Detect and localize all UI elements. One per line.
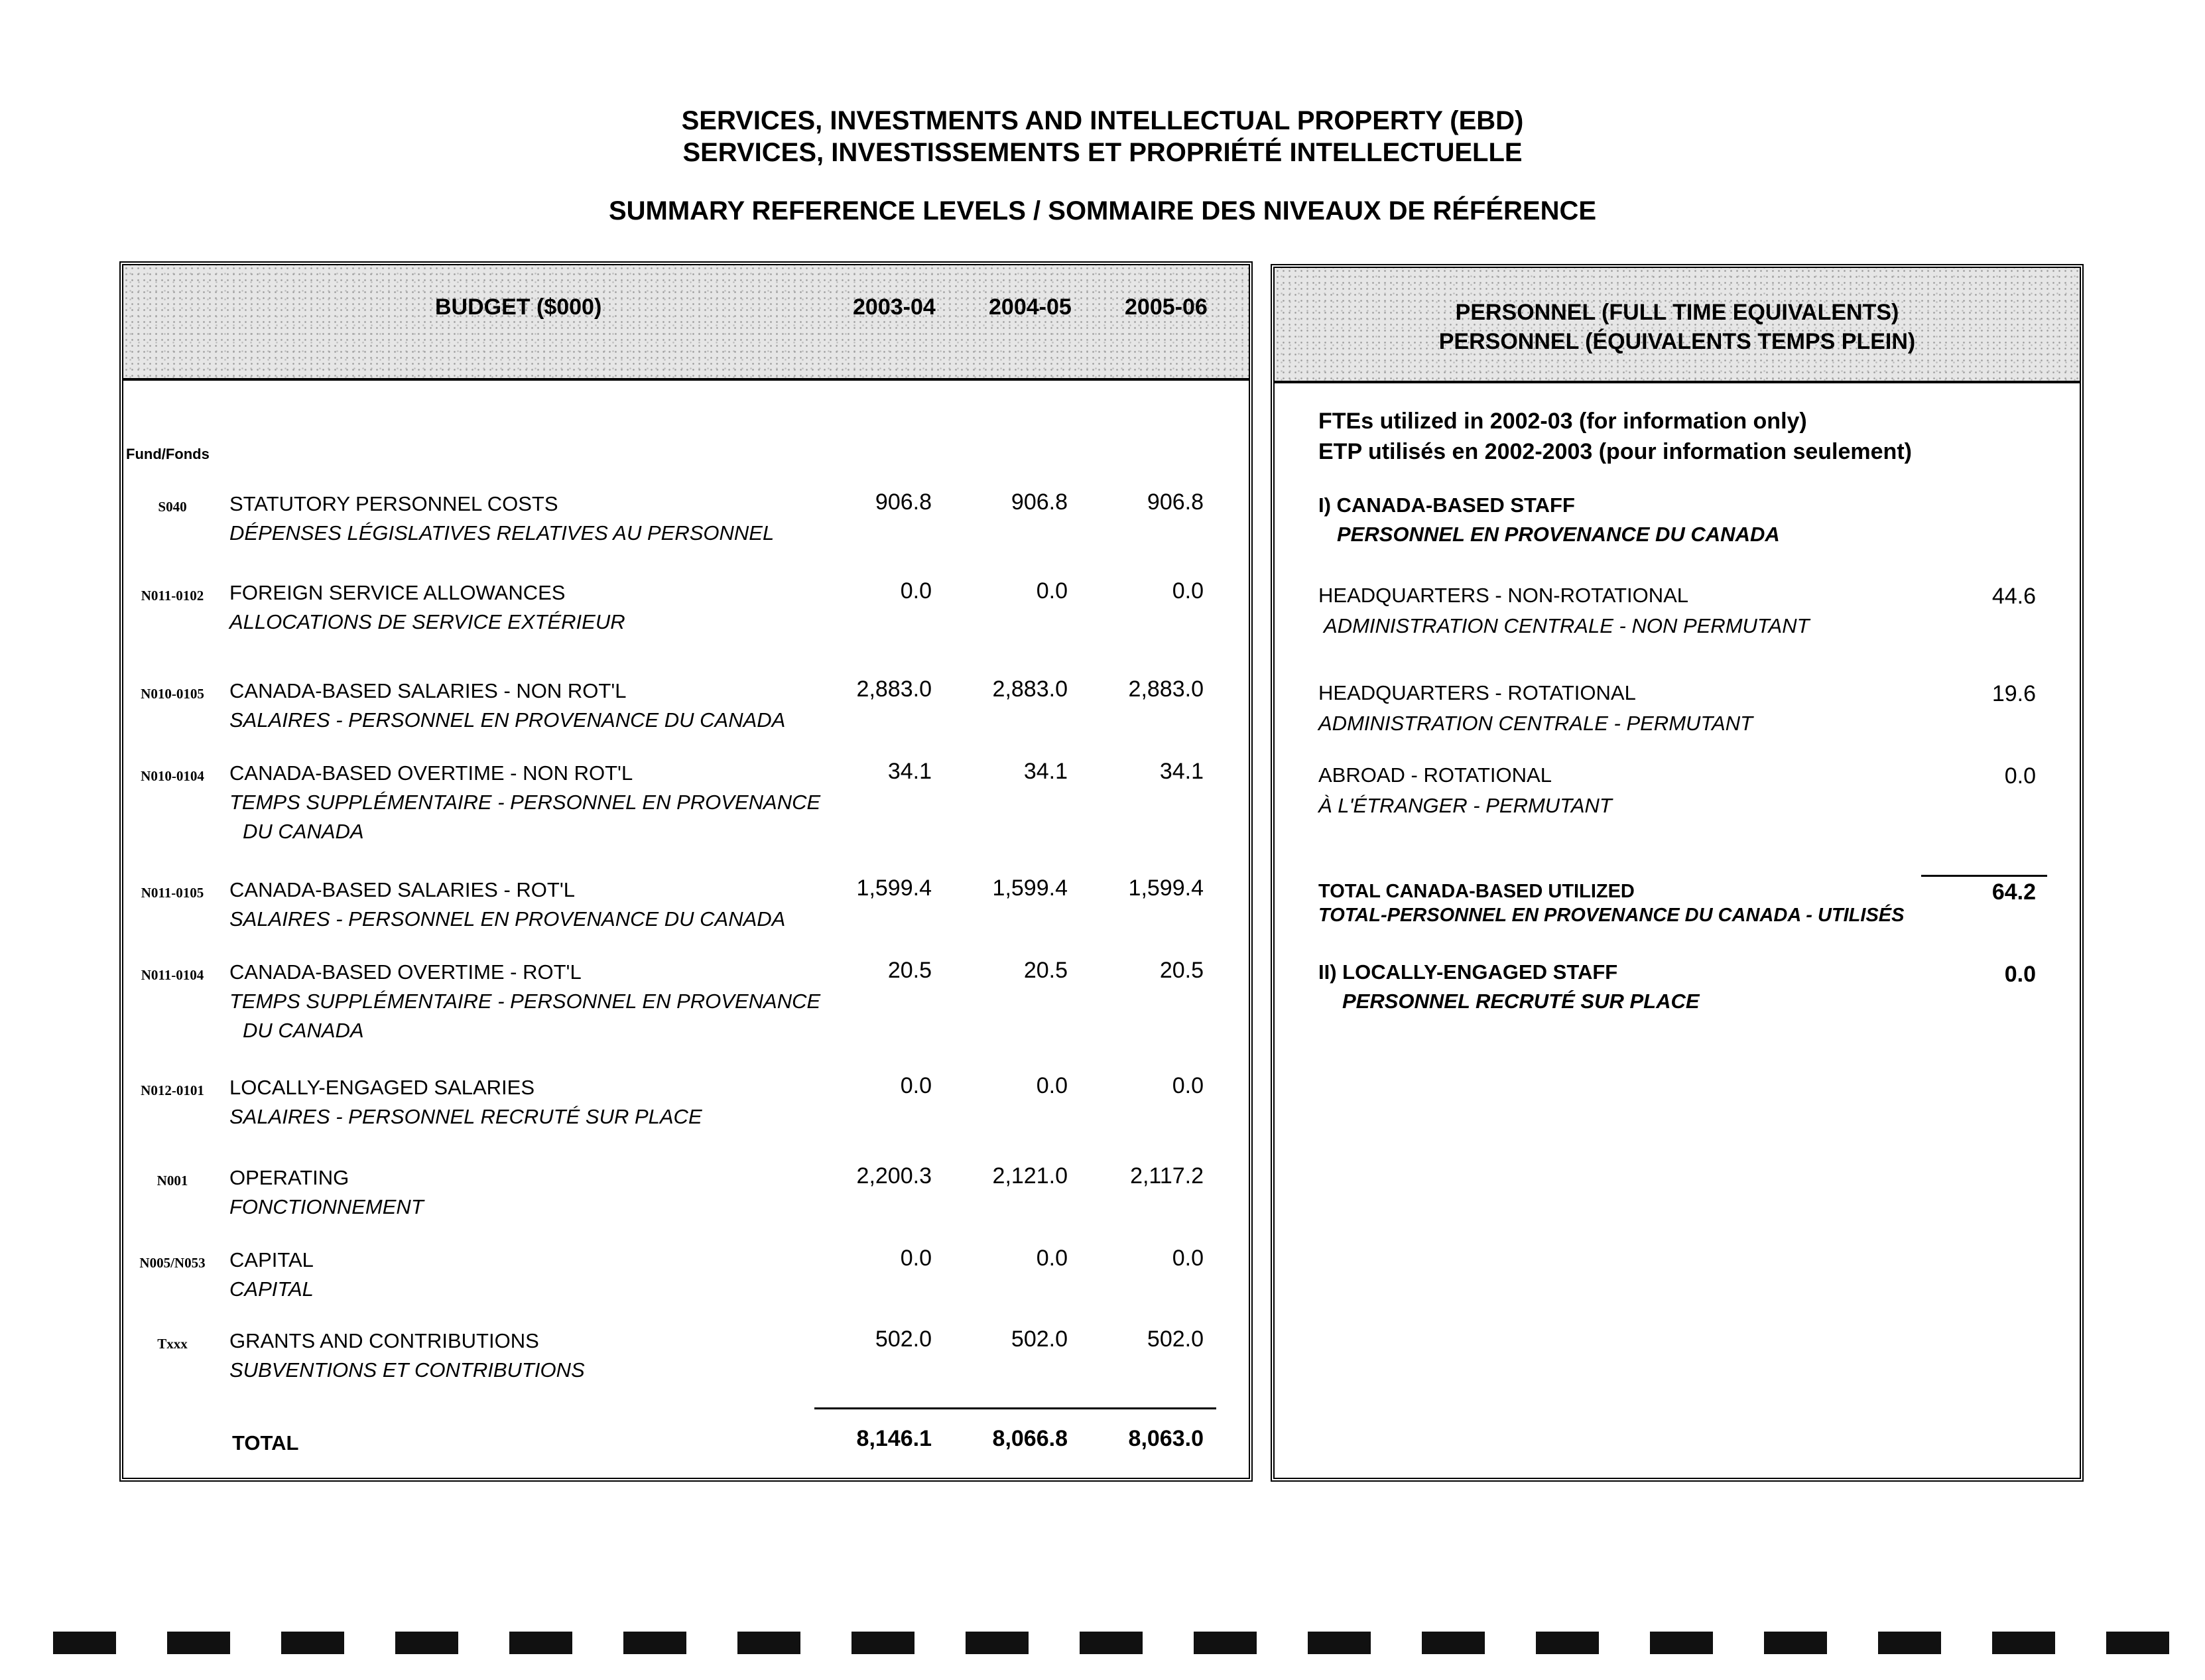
fte-item-label-fr: À L'ÉTRANGER - PERMUTANT bbox=[1318, 794, 1612, 817]
line-item-label-fr-cont: DU CANADA bbox=[243, 1019, 364, 1042]
value-2003-04: 502.0 bbox=[875, 1326, 932, 1352]
section-locally-engaged-fr: PERSONNEL RECRUTÉ SUR PLACE bbox=[1342, 990, 1700, 1013]
scan-mark bbox=[2106, 1632, 2169, 1654]
total-2003-04: 8,146.1 bbox=[856, 1426, 932, 1451]
line-item-label-fr: SUBVENTIONS ET CONTRIBUTIONS bbox=[229, 1358, 585, 1382]
fte-item-label: HEADQUARTERS - ROTATIONAL bbox=[1318, 681, 1636, 704]
scan-mark bbox=[966, 1632, 1029, 1654]
line-item-label-fr: CAPITAL bbox=[229, 1277, 314, 1301]
value-2004-05: 2,883.0 bbox=[992, 677, 1068, 702]
scan-mark bbox=[509, 1632, 572, 1654]
value-2005-06: 0.0 bbox=[1172, 578, 1204, 604]
value-2005-06: 502.0 bbox=[1147, 1326, 1204, 1352]
line-item-label: CAPITAL bbox=[229, 1248, 314, 1271]
scan-mark bbox=[167, 1632, 230, 1654]
ftes-note-fr: ETP utilisés en 2002-2003 (pour information seulement) bbox=[1318, 439, 1912, 464]
value-2003-04: 0.0 bbox=[900, 578, 932, 604]
fte-total-label: TOTAL CANADA-BASED UTILIZED bbox=[1318, 881, 1635, 902]
value-2005-06: 20.5 bbox=[1159, 958, 1204, 983]
line-item-label-fr: FONCTIONNEMENT bbox=[229, 1195, 424, 1218]
year-header-2: 2004-05 bbox=[989, 294, 1072, 320]
section-locally-engaged-en: II) LOCALLY-ENGAGED STAFF bbox=[1318, 960, 1618, 984]
value-2004-05: 2,121.0 bbox=[992, 1163, 1068, 1189]
total-2005-06: 8,063.0 bbox=[1128, 1426, 1204, 1451]
value-2003-04: 34.1 bbox=[887, 759, 932, 784]
value-2005-06: 2,883.0 bbox=[1128, 677, 1204, 702]
ftes-note-en: FTEs utilized in 2002-03 (for information only) bbox=[1318, 409, 1807, 434]
fund-column-label: Fund/Fonds bbox=[126, 446, 210, 462]
scan-mark bbox=[1308, 1632, 1371, 1654]
scan-mark bbox=[1422, 1632, 1485, 1654]
line-item-label: CANADA-BASED OVERTIME - ROT'L bbox=[229, 960, 582, 984]
value-2003-04: 1,599.4 bbox=[856, 875, 932, 901]
fte-item-label-fr: ADMINISTRATION CENTRALE - PERMUTANT bbox=[1318, 712, 1753, 735]
fund-code: N010-0104 bbox=[141, 768, 204, 784]
fund-code: N001 bbox=[157, 1173, 188, 1189]
value-2004-05: 906.8 bbox=[1011, 489, 1068, 515]
scan-mark bbox=[1878, 1632, 1941, 1654]
line-item-label-fr: SALAIRES - PERSONNEL EN PROVENANCE DU CANADA bbox=[229, 907, 786, 931]
value-2003-04: 2,200.3 bbox=[856, 1163, 932, 1189]
personnel-header-band bbox=[1275, 268, 2080, 383]
fte-total-rule bbox=[1921, 875, 2047, 877]
scan-mark bbox=[281, 1632, 344, 1654]
locally-engaged-value: 0.0 bbox=[2004, 962, 2036, 987]
title-french: SERVICES, INVESTISSEMENTS ET PROPRIÉTÉ INTELLECTUELLE bbox=[682, 138, 1523, 167]
fund-code: Txxx bbox=[157, 1336, 188, 1352]
fund-code: N010-0105 bbox=[141, 686, 204, 702]
value-2005-06: 0.0 bbox=[1172, 1246, 1204, 1271]
line-item-label-fr: DÉPENSES LÉGISLATIVES RELATIVES AU PERSONNEL bbox=[229, 521, 775, 545]
line-item-label-fr: SALAIRES - PERSONNEL EN PROVENANCE DU CANADA bbox=[229, 708, 786, 732]
line-item-label: GRANTS AND CONTRIBUTIONS bbox=[229, 1329, 539, 1352]
budget-header-band bbox=[123, 265, 1249, 381]
line-item-label: CANADA-BASED OVERTIME - NON ROT'L bbox=[229, 761, 633, 785]
budget-heading: BUDGET ($000) bbox=[435, 294, 602, 320]
value-2005-06: 2,117.2 bbox=[1130, 1163, 1204, 1189]
line-item-label-fr: TEMPS SUPPLÉMENTAIRE - PERSONNEL EN PROVENANCE bbox=[229, 791, 821, 814]
scan-mark bbox=[1536, 1632, 1599, 1654]
line-item-label: FOREIGN SERVICE ALLOWANCES bbox=[229, 581, 566, 604]
value-2004-05: 502.0 bbox=[1011, 1326, 1068, 1352]
fte-item-label: HEADQUARTERS - NON-ROTATIONAL bbox=[1318, 584, 1689, 607]
scan-mark bbox=[395, 1632, 458, 1654]
fund-code: N011-0102 bbox=[141, 588, 204, 604]
value-2004-05: 1,599.4 bbox=[992, 875, 1068, 901]
fund-code: S040 bbox=[158, 499, 187, 515]
section-canada-based-fr: PERSONNEL EN PROVENANCE DU CANADA bbox=[1337, 523, 1780, 546]
fund-code: N011-0104 bbox=[141, 967, 204, 983]
line-item-label-fr-cont: DU CANADA bbox=[243, 820, 364, 843]
fund-code: N011-0105 bbox=[141, 885, 204, 901]
section-canada-based-en: I) CANADA-BASED STAFF bbox=[1318, 493, 1575, 517]
fund-code: N012-0101 bbox=[141, 1082, 204, 1098]
total-rule bbox=[814, 1407, 1216, 1409]
value-2005-06: 906.8 bbox=[1147, 489, 1204, 515]
value-2004-05: 0.0 bbox=[1036, 1246, 1068, 1271]
fte-total-label-fr: TOTAL-PERSONNEL EN PROVENANCE DU CANADA - UTILISÉS bbox=[1318, 905, 1905, 926]
value-2005-06: 1,599.4 bbox=[1128, 875, 1204, 901]
value-2003-04: 906.8 bbox=[875, 489, 932, 515]
fund-code: N005/N053 bbox=[139, 1255, 206, 1271]
line-item-label: LOCALLY-ENGAGED SALARIES bbox=[229, 1076, 535, 1099]
value-2004-05: 0.0 bbox=[1036, 578, 1068, 604]
line-item-label-fr: SALAIRES - PERSONNEL RECRUTÉ SUR PLACE bbox=[229, 1105, 702, 1128]
value-2003-04: 0.0 bbox=[900, 1073, 932, 1098]
line-item-label: CANADA-BASED SALARIES - NON ROT'L bbox=[229, 679, 627, 702]
line-item-label: STATUTORY PERSONNEL COSTS bbox=[229, 492, 558, 515]
year-header-3: 2005-06 bbox=[1125, 294, 1208, 320]
value-2004-05: 0.0 bbox=[1036, 1073, 1068, 1098]
value-2004-05: 34.1 bbox=[1023, 759, 1068, 784]
value-2003-04: 20.5 bbox=[887, 958, 932, 983]
scan-mark bbox=[623, 1632, 686, 1654]
fte-item-label-fr: ADMINISTRATION CENTRALE - NON PERMUTANT bbox=[1324, 614, 1810, 637]
personnel-heading-en: PERSONNEL (FULL TIME EQUIVALENTS) bbox=[1455, 300, 1899, 325]
value-2003-04: 2,883.0 bbox=[856, 677, 932, 702]
title-english: SERVICES, INVESTMENTS AND INTELLECTUAL PROPERTY (EBD) bbox=[681, 106, 1524, 135]
line-item-label-fr: ALLOCATIONS DE SERVICE EXTÉRIEUR bbox=[229, 610, 625, 633]
line-item-label-fr: TEMPS SUPPLÉMENTAIRE - PERSONNEL EN PROVENANCE bbox=[229, 990, 821, 1013]
fte-item-value: 0.0 bbox=[2004, 763, 2036, 789]
value-2005-06: 0.0 bbox=[1172, 1073, 1204, 1098]
subtitle-summary: SUMMARY REFERENCE LEVELS / SOMMAIRE DES NIVEAUX DE RÉFÉRENCE bbox=[608, 196, 1597, 226]
scan-mark bbox=[851, 1632, 914, 1654]
scan-mark bbox=[1992, 1632, 2055, 1654]
value-2003-04: 0.0 bbox=[900, 1246, 932, 1271]
fte-total-value: 64.2 bbox=[1991, 879, 2036, 905]
scan-mark bbox=[737, 1632, 800, 1654]
fte-item-value: 44.6 bbox=[1991, 584, 2036, 609]
scan-mark bbox=[1764, 1632, 1827, 1654]
line-item-label: OPERATING bbox=[229, 1166, 349, 1189]
scan-mark bbox=[1650, 1632, 1713, 1654]
value-2005-06: 34.1 bbox=[1159, 759, 1204, 784]
total-2004-05: 8,066.8 bbox=[992, 1426, 1068, 1451]
personnel-heading-fr: PERSONNEL (ÉQUIVALENTS TEMPS PLEIN) bbox=[1438, 329, 1916, 354]
total-label: TOTAL bbox=[232, 1431, 299, 1454]
year-header-1: 2003-04 bbox=[853, 294, 936, 320]
scan-mark bbox=[53, 1632, 116, 1654]
line-item-label: CANADA-BASED SALARIES - ROT'L bbox=[229, 878, 575, 901]
fte-item-label: ABROAD - ROTATIONAL bbox=[1318, 763, 1552, 787]
scan-mark bbox=[1194, 1632, 1257, 1654]
value-2004-05: 20.5 bbox=[1023, 958, 1068, 983]
fte-item-value: 19.6 bbox=[1991, 681, 2036, 706]
scan-mark bbox=[1080, 1632, 1143, 1654]
